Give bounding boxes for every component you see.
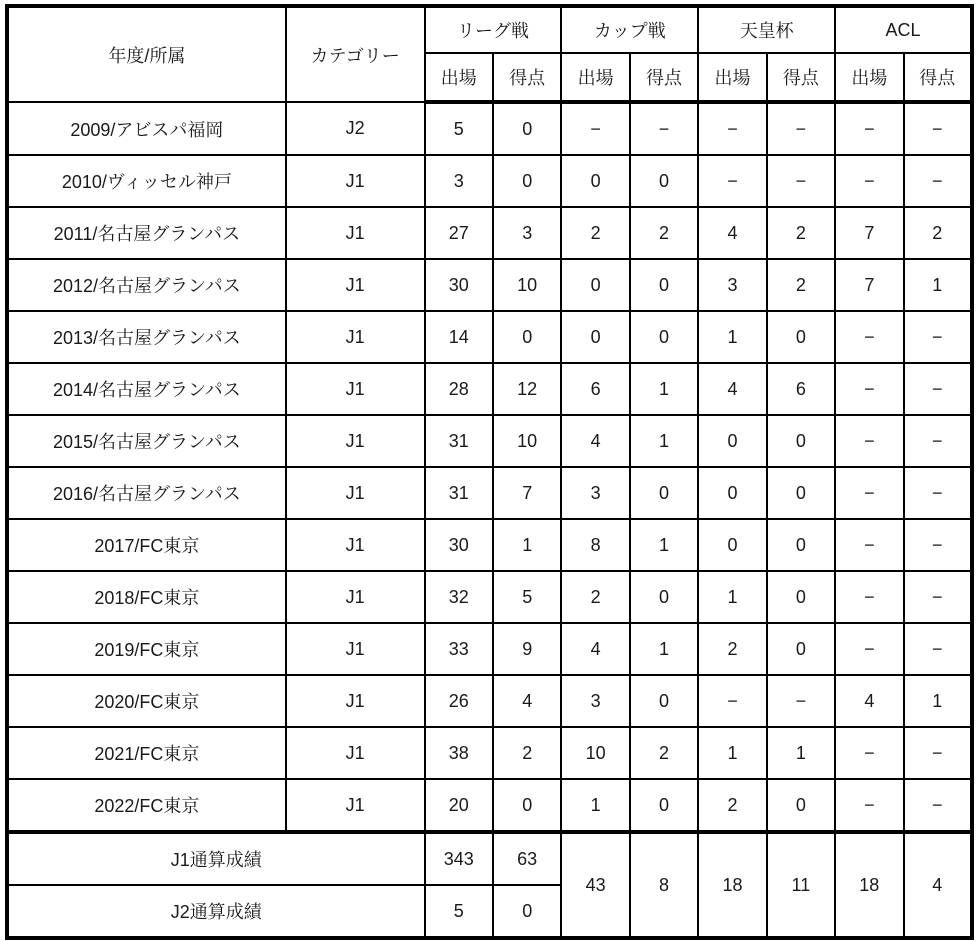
stat-cell: 4 (493, 675, 561, 727)
header-category: カテゴリー (286, 6, 425, 102)
career-stats-table (5, 4, 974, 940)
stat-cell: 10 (561, 727, 629, 779)
merged-total-cell: 11 (767, 832, 835, 938)
stat-cell: 0 (630, 467, 698, 519)
table-row (7, 311, 972, 363)
stat-cell: − (904, 467, 972, 519)
year-club-cell: 2016/名古屋グランパス (7, 467, 286, 519)
stat-cell: 20 (425, 779, 493, 832)
stat-cell: 0 (493, 155, 561, 207)
stat-cell: 10 (493, 259, 561, 311)
stat-cell: 2 (767, 207, 835, 259)
header-year-club: 年度/所属 (7, 6, 286, 102)
stat-cell: 6 (767, 363, 835, 415)
table-row (7, 207, 972, 259)
stat-cell: − (767, 675, 835, 727)
stat-cell: − (835, 155, 903, 207)
category-cell: J2 (286, 102, 425, 155)
stat-cell: − (835, 623, 903, 675)
stat-cell: 2 (767, 259, 835, 311)
header-group-cup: カップ戦 (561, 6, 698, 53)
category-cell: J1 (286, 155, 425, 207)
stat-cell: 3 (561, 675, 629, 727)
stat-cell: 1 (630, 519, 698, 571)
stat-cell: 0 (630, 675, 698, 727)
category-cell: J1 (286, 467, 425, 519)
stat-cell: − (904, 727, 972, 779)
table-row (7, 623, 972, 675)
stat-cell: 1 (630, 415, 698, 467)
year-club-cell: 2009/アビスパ福岡 (7, 102, 286, 155)
year-club-cell: 2011/名古屋グランパス (7, 207, 286, 259)
stat-cell: 4 (835, 675, 903, 727)
stat-cell: 2 (493, 727, 561, 779)
merged-total-cell: 4 (904, 832, 972, 938)
header-sub-appearances: 出場 (835, 53, 903, 102)
category-cell: J1 (286, 259, 425, 311)
table-header (7, 6, 972, 102)
stat-cell: 0 (630, 311, 698, 363)
stat-cell: 1 (767, 727, 835, 779)
year-club-cell: 2015/名古屋グランパス (7, 415, 286, 467)
stat-cell: 7 (835, 259, 903, 311)
merged-total-cell: 18 (698, 832, 766, 938)
stat-cell: 0 (767, 779, 835, 832)
stat-cell: 0 (561, 311, 629, 363)
category-cell: J1 (286, 207, 425, 259)
total-stat-cell: 343 (425, 832, 493, 885)
merged-total-cell: 43 (561, 832, 629, 938)
stat-cell: − (835, 519, 903, 571)
stat-cell: 5 (425, 102, 493, 155)
stat-cell: 33 (425, 623, 493, 675)
stat-cell: 0 (630, 259, 698, 311)
stat-cell: − (698, 102, 766, 155)
stat-cell: 0 (767, 519, 835, 571)
stat-cell: 0 (698, 467, 766, 519)
stat-cell: − (904, 311, 972, 363)
header-group-emperors-cup: 天皇杯 (698, 6, 835, 53)
category-cell: J1 (286, 311, 425, 363)
stat-cell: 1 (630, 623, 698, 675)
table-row (7, 155, 972, 207)
table-row (7, 571, 972, 623)
stat-cell: − (904, 102, 972, 155)
stat-cell: 26 (425, 675, 493, 727)
stat-cell: − (835, 571, 903, 623)
stat-cell: 30 (425, 259, 493, 311)
stat-cell: − (698, 675, 766, 727)
stat-cell: 1 (630, 363, 698, 415)
total-stat-cell: 0 (493, 885, 561, 938)
table-row (7, 102, 972, 155)
category-cell: J1 (286, 675, 425, 727)
table-row (7, 727, 972, 779)
table-row (7, 519, 972, 571)
stat-cell: 0 (561, 259, 629, 311)
stat-cell: 28 (425, 363, 493, 415)
merged-total-cell: 8 (630, 832, 698, 938)
stat-cell: 31 (425, 415, 493, 467)
stat-cell: 1 (561, 779, 629, 832)
stat-cell: 0 (493, 102, 561, 155)
year-club-cell: 2013/名古屋グランパス (7, 311, 286, 363)
stat-cell: 2 (561, 571, 629, 623)
stat-cell: − (904, 415, 972, 467)
stat-cell: − (630, 102, 698, 155)
stat-cell: 2 (698, 779, 766, 832)
stat-cell: 1 (493, 519, 561, 571)
stat-cell: 32 (425, 571, 493, 623)
stat-cell: 2 (698, 623, 766, 675)
stat-cell: 0 (698, 519, 766, 571)
header-sub-appearances: 出場 (425, 53, 493, 102)
year-club-cell: 2018/FC東京 (7, 571, 286, 623)
stat-cell: 1 (904, 259, 972, 311)
stat-cell: − (835, 363, 903, 415)
table-row (7, 467, 972, 519)
stat-cell: 0 (630, 155, 698, 207)
stat-cell: 7 (835, 207, 903, 259)
stat-cell: 4 (698, 207, 766, 259)
stat-cell: 2 (561, 207, 629, 259)
header-sub-goals: 得点 (630, 53, 698, 102)
year-club-cell: 2010/ヴィッセル神戸 (7, 155, 286, 207)
stat-cell: 3 (425, 155, 493, 207)
stat-cell: 5 (493, 571, 561, 623)
table-row (7, 415, 972, 467)
total-row-j1 (7, 832, 972, 885)
merged-total-cell: 18 (835, 832, 903, 938)
stat-cell: − (767, 102, 835, 155)
stat-cell: − (904, 623, 972, 675)
category-cell: J1 (286, 519, 425, 571)
stat-cell: 0 (493, 779, 561, 832)
stat-cell: 0 (630, 571, 698, 623)
stat-cell: − (698, 155, 766, 207)
header-group-league: リーグ戦 (425, 6, 562, 53)
table-row (7, 675, 972, 727)
stat-cell: 1 (698, 727, 766, 779)
total-stat-cell: 63 (493, 832, 561, 885)
category-cell: J1 (286, 727, 425, 779)
stat-cell: − (835, 727, 903, 779)
header-group-acl: ACL (835, 6, 972, 53)
stat-cell: 0 (561, 155, 629, 207)
header-sub-goals: 得点 (493, 53, 561, 102)
stat-cell: 27 (425, 207, 493, 259)
year-club-cell: 2012/名古屋グランパス (7, 259, 286, 311)
year-club-cell: 2017/FC東京 (7, 519, 286, 571)
category-cell: J1 (286, 623, 425, 675)
stat-cell: 6 (561, 363, 629, 415)
stat-cell: 1 (904, 675, 972, 727)
total-label-cell: J1通算成績 (7, 832, 425, 885)
stat-cell: 9 (493, 623, 561, 675)
table-row (7, 259, 972, 311)
table-row (7, 363, 972, 415)
stat-cell: − (904, 519, 972, 571)
stat-cell: 0 (698, 415, 766, 467)
stat-cell: − (767, 155, 835, 207)
year-club-cell: 2022/FC東京 (7, 779, 286, 832)
header-sub-goals: 得点 (904, 53, 972, 102)
stat-cell: 8 (561, 519, 629, 571)
category-cell: J1 (286, 779, 425, 832)
stat-cell: − (904, 155, 972, 207)
stat-cell: 14 (425, 311, 493, 363)
stat-cell: 30 (425, 519, 493, 571)
stat-cell: 4 (561, 623, 629, 675)
total-stat-cell: 5 (425, 885, 493, 938)
stat-cell: 0 (767, 415, 835, 467)
header-row-groups (7, 6, 972, 53)
category-cell: J1 (286, 415, 425, 467)
year-club-cell: 2020/FC東京 (7, 675, 286, 727)
stat-cell: 0 (767, 467, 835, 519)
stat-cell: 38 (425, 727, 493, 779)
header-sub-appearances: 出場 (698, 53, 766, 102)
stat-cell: 0 (767, 311, 835, 363)
header-sub-appearances: 出場 (561, 53, 629, 102)
year-club-cell: 2019/FC東京 (7, 623, 286, 675)
stat-cell: 12 (493, 363, 561, 415)
stat-cell: 3 (698, 259, 766, 311)
stat-cell: − (904, 779, 972, 832)
total-label-cell: J2通算成績 (7, 885, 425, 938)
stat-cell: 3 (493, 207, 561, 259)
stat-cell: 2 (904, 207, 972, 259)
stat-cell: − (561, 102, 629, 155)
stat-cell: 1 (698, 311, 766, 363)
stat-cell: 0 (767, 623, 835, 675)
stat-cell: 3 (561, 467, 629, 519)
stat-cell: 0 (493, 311, 561, 363)
stat-cell: − (835, 311, 903, 363)
stat-cell: − (904, 571, 972, 623)
stat-cell: 1 (698, 571, 766, 623)
stat-cell: 4 (561, 415, 629, 467)
year-club-cell: 2021/FC東京 (7, 727, 286, 779)
stat-cell: 0 (630, 779, 698, 832)
stat-cell: 0 (767, 571, 835, 623)
stat-cell: − (835, 779, 903, 832)
stat-cell: 4 (698, 363, 766, 415)
stat-cell: 2 (630, 207, 698, 259)
category-cell: J1 (286, 571, 425, 623)
category-cell: J1 (286, 363, 425, 415)
stat-cell: − (835, 415, 903, 467)
table-row (7, 779, 972, 832)
year-club-cell: 2014/名古屋グランパス (7, 363, 286, 415)
stat-cell: − (904, 363, 972, 415)
stat-cell: 7 (493, 467, 561, 519)
header-sub-goals: 得点 (767, 53, 835, 102)
table-body (7, 102, 972, 938)
stat-cell: − (835, 467, 903, 519)
stat-cell: 10 (493, 415, 561, 467)
stat-cell: − (835, 102, 903, 155)
stat-cell: 31 (425, 467, 493, 519)
stat-cell: 2 (630, 727, 698, 779)
